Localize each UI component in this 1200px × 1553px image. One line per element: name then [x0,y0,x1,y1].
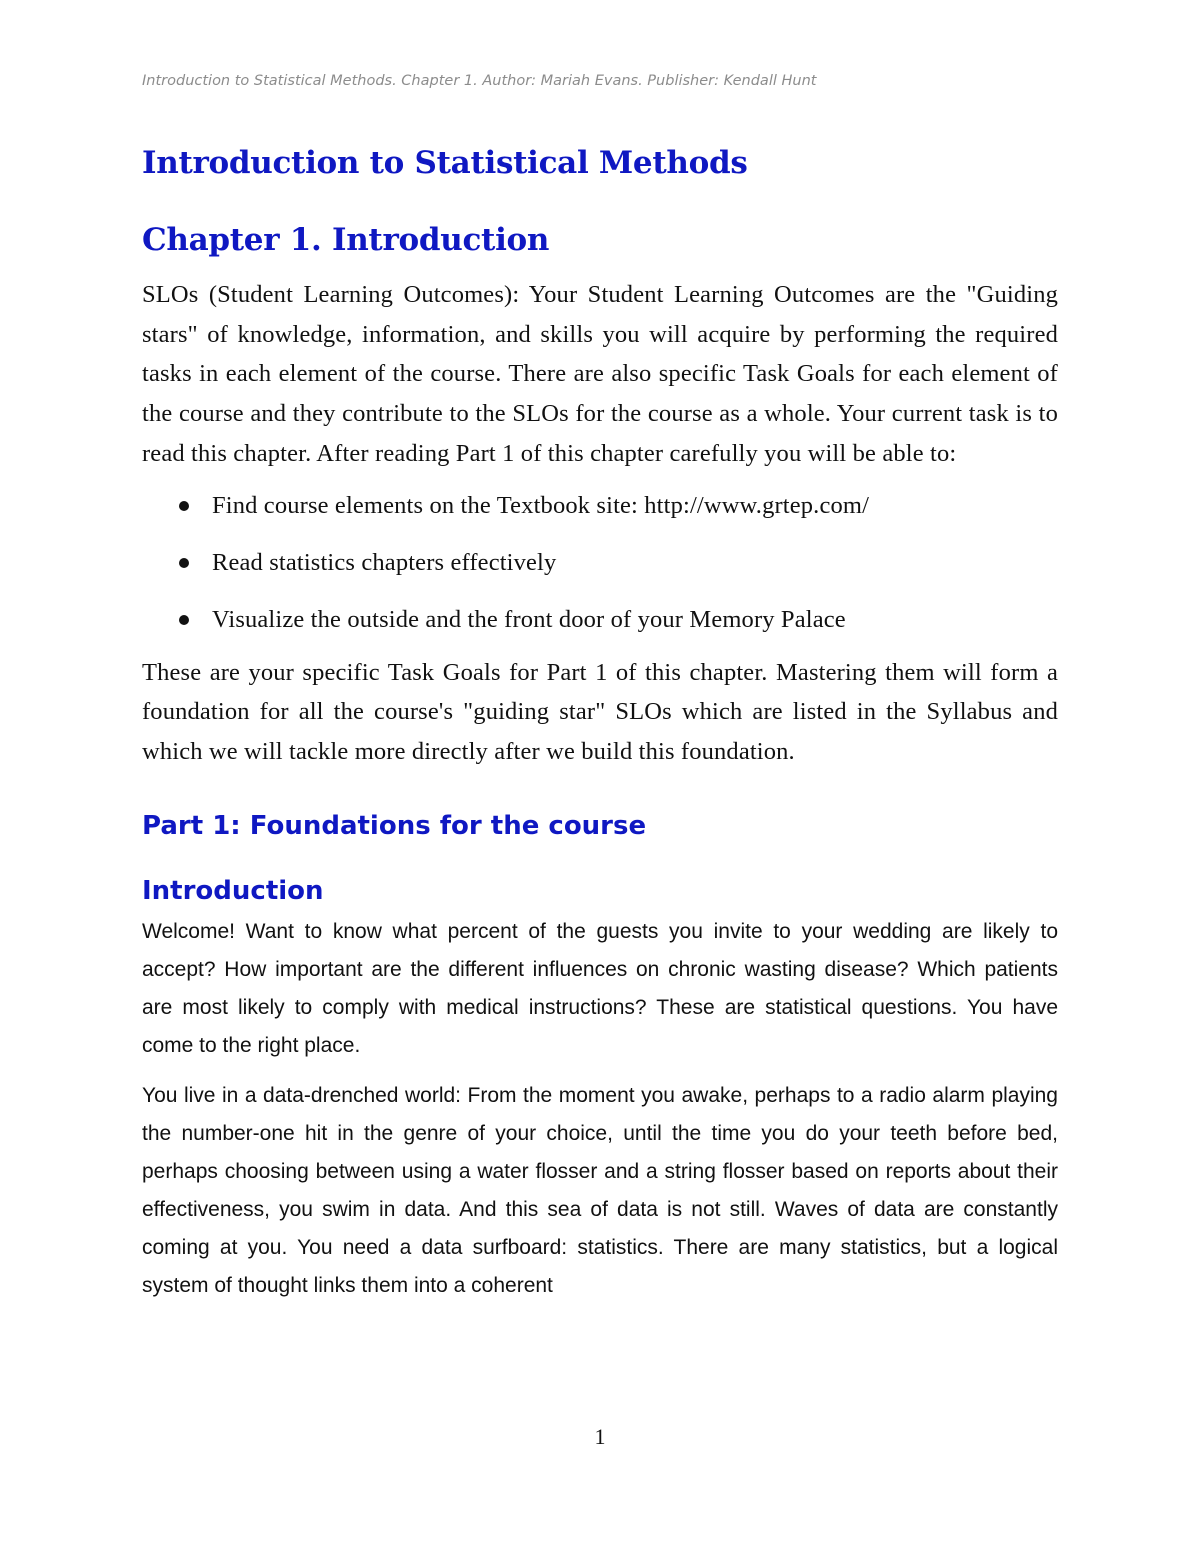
page-content [142,138,1058,1305]
running-header: Introduction to Statistical Methods. Chapter 1. Author: Mariah Evans. Publisher: Kendall Hunt [142,73,817,89]
list-item [142,486,1058,543]
bullet-icon [179,558,189,568]
list-item-text: Read statistics chapters effectively [212,548,557,576]
intro-paragraph-1: Welcome! Want to know what percent of the guests you invite to your wedding are likely to accept? How important are the different influences on chronic wasting disease? Which patients are most likely to comply with medical instructions? These are statistical questions. You have come to the right place. [142,919,1058,1057]
list-item-text: Visualize the outside and the front door of your Memory Palace [212,605,846,633]
list-item [142,543,1058,600]
document-title: Introduction to Statistical Methods [142,145,748,181]
page-number: 1 [594,1424,606,1449]
intro-paragraph-2: You live in a data-drenched world: From the moment you awake, perhaps to a radio alarm playing the number-one hit in the genre of your choice, until the time you do your teeth before bed, perhaps choosing between using a water flosser and a string flosser based on reports about their effectiveness, you swim in data. And this sea of data is not still. Waves of data are constantly coming at you. You need a data surfboard: statistics. There are many statistics, but a logical system of thought links them into a coherent [142,1083,1058,1297]
task-goals-paragraph: These are your specific Task Goals for Part 1 of this chapter. Mastering them will form a foundation for all the course's "guiding star" SLOs which are listed in the Syllabus and which we will tackle more directly after we build this foundation. [142,658,1058,765]
task-goals-list [142,486,1058,657]
bullet-icon [179,615,189,625]
list-item [142,600,1058,657]
chapter-title: Chapter 1. Introduction [142,222,550,258]
part-title: Part 1: Foundations for the course [142,810,647,841]
slo-paragraph: SLOs (Student Learning Outcomes): Your Student Learning Outcomes are the "Guiding stars" of knowledge, information, and skills you will acquire by performing the required tasks in each element of the course. There are also specific Task Goals for each element of the course and they contribute to the SLOs for the course as a whole. Your current task is to read this chapter. After reading Part 1 of this chapter carefully you will be able to: [142,281,1058,467]
list-item-text: Find course elements on the Textbook site: http://www.grtep.com/ [212,491,870,519]
section-title: Introduction [142,875,324,906]
bullet-icon [179,501,189,511]
